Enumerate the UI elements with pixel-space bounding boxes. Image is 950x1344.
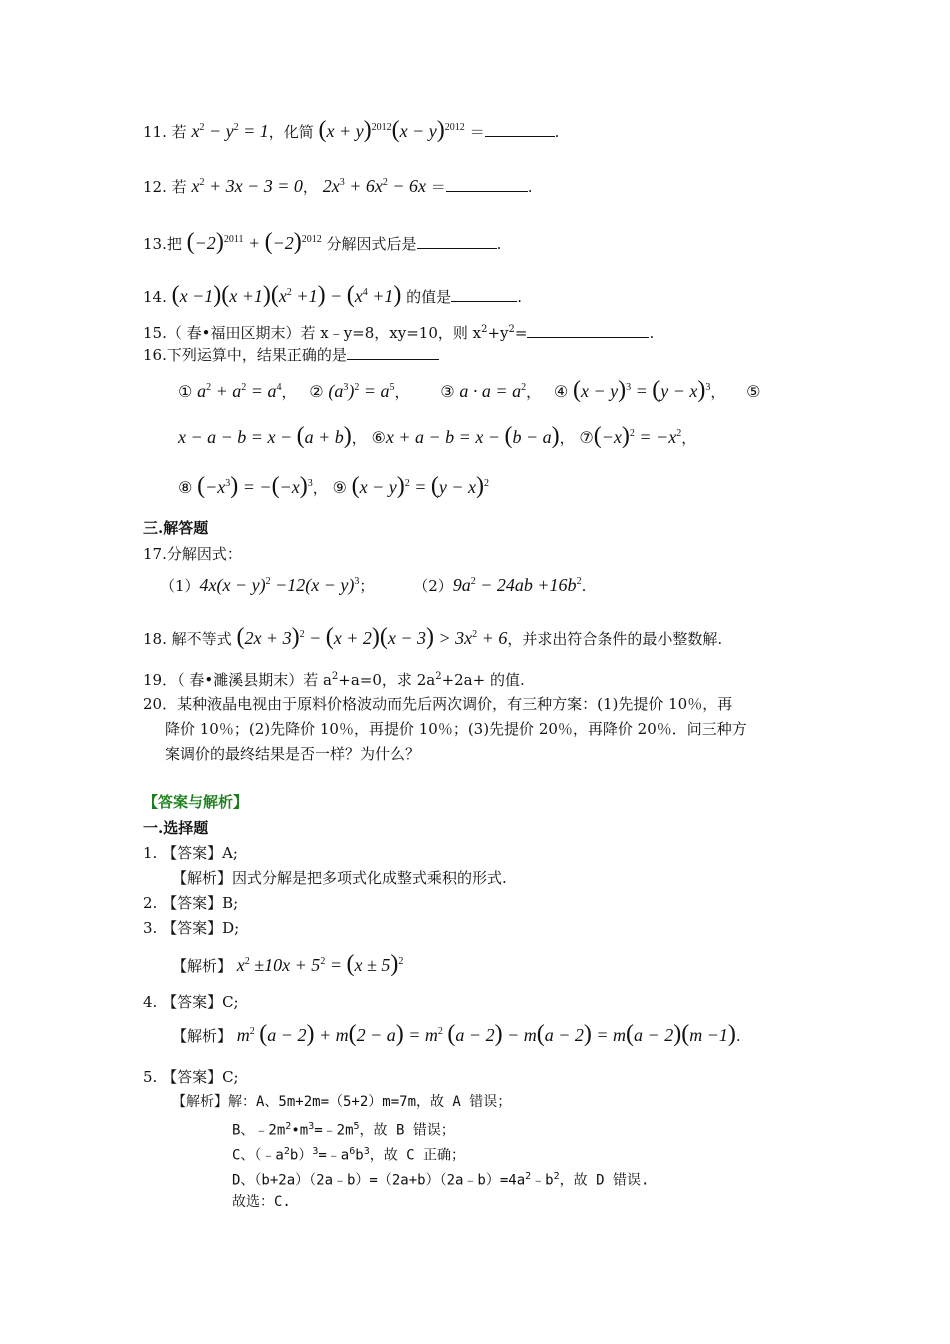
- answers-section-1: 一.选择题: [143, 819, 209, 837]
- answer-5-explain: 【解析】解：A、5m+2m=（5+2）m=7m，故 A 错误；: [172, 1094, 512, 1110]
- question-20-line-1: 20．某种液晶电视由于原料价格波动而先后两次调价，有三种方案：(1)先提价 10％，再: [143, 695, 733, 713]
- question-11: 11. 若 $x^2 - y^2 = 1$，化简 $(x + y)^{2012}(x - y)^{2012}$ ＝ .: [143, 117, 560, 143]
- answer-5-d: D、$(b+2a)(2a﹣b)=(2a+b)(2a﹣b)=4a^2﹣b^2$，故 D 错误.: [232, 1171, 650, 1189]
- question-12: 12. 若 $x^2 + 3x - 3 = 0$， $2x^3 + 6x^2 - 6x$ ＝ .: [143, 176, 533, 196]
- q16-row-1: ① $a^2 + a^2 = a^4$， ② $(a^3)^2 = a^5$， ③ $a \cdot a = a^2$， ④ $(x - y)^3 = (y - x)^3$， ⑤: [178, 377, 761, 403]
- q17-parts: $(1)4x(x - y)^2 -12(x - y)^3$； $(2)9a^2 - 24ab +16b^2$.: [160, 575, 587, 595]
- answer-1: 1. 【答案】A;: [143, 844, 238, 862]
- question-19: 19．（ 春•濉溪县期末）若 $a^2+a=0$，求 $2a^2+2a+$ 的值.: [143, 671, 525, 689]
- question-15: 15.（ 春•福田区期末）若 x﹣y=8，xy=10，则 $x^2+y^2=$ .: [143, 324, 655, 342]
- section-3-title: 三.解答题: [143, 519, 209, 537]
- q16-row-3: ⑧ $(-x^3) = -(-x)^3$， ⑨ $(x - y)^2 = (y - x)^2$: [178, 473, 490, 499]
- answer-5: 5. 【答案】C;: [143, 1068, 239, 1086]
- answers-title: 【答案与解析】: [143, 793, 249, 811]
- answer-3-explain: 【解析】 $x^2 \pm 10x + 5^2 = (x \pm 5)^2$: [172, 951, 404, 977]
- answer-4: 4. 【答案】C;: [143, 993, 239, 1011]
- question-18: 18. 解不等式 $(2x + 3)^2 - (x + 2)(x - 3) > 3x^2 + 6$，并求出符合条件的最小整数解.: [143, 624, 723, 650]
- question-14: 14. $(x -1)(x +1)(x^2 +1) - (x^4 +1)$ 的值是 .: [143, 282, 522, 308]
- q16-row-2: x − a − b = x − (a + b)， ⑥x + a − b = x − (b − a)， $⑦(-x)^2 = -x^2$，: [178, 423, 697, 449]
- question-16: 16.下列运算中，结果正确的是: [143, 345, 439, 365]
- question-20-line-3: 案调价的最终结果是否一样？为什么？: [165, 745, 421, 763]
- answer-3: 3. 【答案】D;: [143, 919, 240, 937]
- answer-4-explain: 【解析】 $m^2$ $(a - 2) + m(2 - a) = m^2$ (a − 2) − m(a − 2) = m(a − 2)(m −1).: [172, 1021, 741, 1047]
- answer-1-explain: 【解析】因式分解是把多项式化成整式乘积的形式.: [172, 869, 507, 887]
- answer-2: 2. 【答案】B;: [143, 894, 239, 912]
- answer-5-b: B、$﹣2m^2•m^3=﹣2m^5$，故 B 错误；: [232, 1121, 455, 1139]
- answer-5-final: 故选：C.: [232, 1194, 291, 1210]
- answer-5-c: C、$(﹣a^2b)^3=﹣a^6b^3$，故 C 正确；: [232, 1146, 466, 1164]
- question-13: 13.把 $(-2)^{2011} + (-2)^{2012}$ 分解因式后是 .: [143, 229, 502, 255]
- question-17: 17.分解因式：: [143, 545, 242, 563]
- question-20-line-2: 降价 10％；(2)先降价 10％，再提价 10％；(3)先提价 20％，再降价 20％．问三种方: [165, 720, 747, 738]
